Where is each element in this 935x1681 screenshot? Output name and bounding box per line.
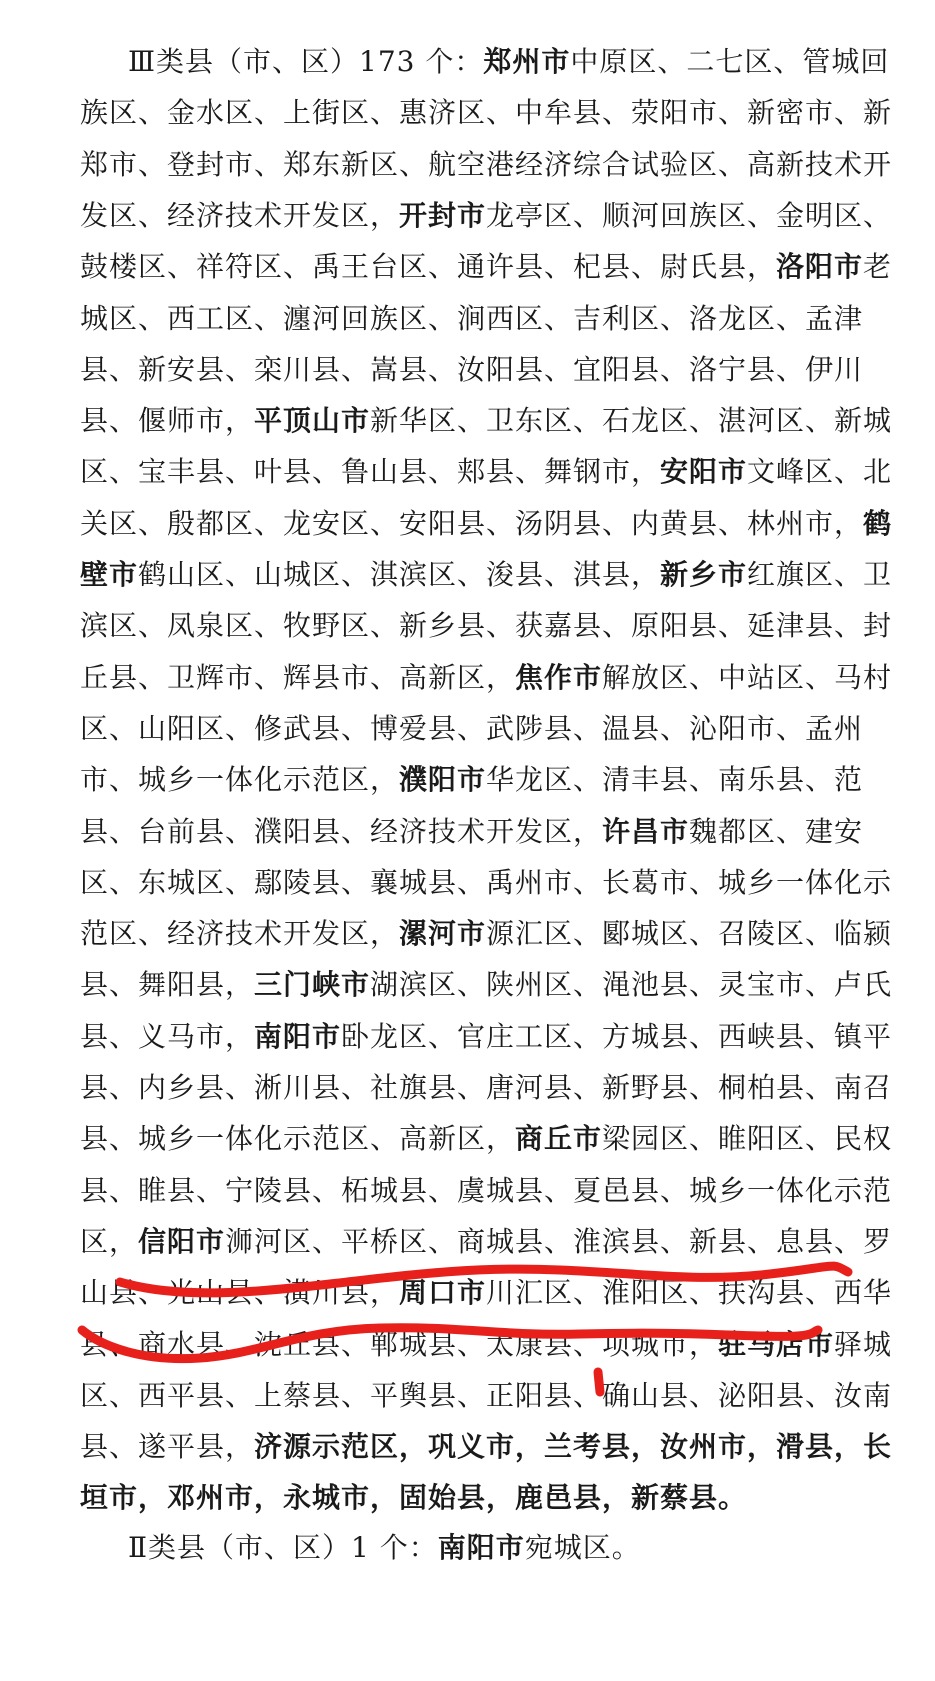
text-line — [80, 247, 893, 287]
county-list-text: 郑市、登封市、郑东新区、航空港经济综合试验区、高新技术开 — [80, 147, 893, 181]
city-name: 壁市 — [80, 558, 139, 591]
text-line — [80, 863, 893, 903]
county-list-text: 老 — [863, 250, 893, 284]
city-name: 新乡市 — [660, 558, 748, 591]
city-name: 鹤 — [863, 506, 893, 540]
county-list-text: 县、遂平县， — [80, 1430, 255, 1464]
county-list-text: 鹤山区、山城区、淇滨区、浚县、淇县， — [138, 558, 661, 591]
county-list-text: 县、城乡一体化示范区、高新区， — [80, 1122, 516, 1156]
text-line — [80, 350, 864, 390]
text-line — [80, 1222, 893, 1262]
county-list-text: 驿城 — [834, 1327, 893, 1361]
county-list-text: 解放区、中站区、马村 — [602, 660, 893, 694]
county-list-text: 滨区、凤泉区、牧野区、新乡县、获嘉县、原阳县、延津县、封 — [80, 609, 893, 643]
county-list-text: 卧龙区、官庄工区、方城县、西峡县、镇平 — [341, 1019, 893, 1053]
text-line — [80, 196, 893, 236]
text-line — [80, 1017, 893, 1057]
text-line — [80, 658, 893, 698]
county-list-text: 区、宝丰县、叶县、鲁山县、郏县、舞钢市， — [80, 455, 661, 489]
county-list-text: 县、偃师市， — [80, 404, 255, 438]
text-line — [128, 1528, 860, 1568]
county-list-text: 文峰区、北 — [747, 455, 893, 489]
county-list-text: 城区、西工区、瀍河回族区、涧西区、吉利区、洛龙区、孟津 — [80, 301, 864, 335]
city-name: 许昌市 — [602, 814, 690, 848]
text-line — [80, 555, 893, 595]
county-list-text: 新华区、卫东区、石龙区、湛河区、新城 — [370, 404, 893, 438]
county-list-text: 县、内乡县、淅川县、社旗县、唐河县、新野县、桐柏县、南召 — [80, 1071, 893, 1104]
text-line — [80, 1427, 893, 1467]
county-list-text: 浉河区、平桥区、商城县、淮滨县、新县、息县、罗 — [225, 1224, 893, 1258]
city-name: 平顶山市 — [254, 404, 371, 438]
city-name: 三门峡市 — [254, 968, 371, 1002]
city-name: 安阳市 — [660, 455, 748, 489]
text-line — [80, 965, 893, 1005]
text-line — [80, 709, 864, 749]
county-list-text: 县、舞阳县， — [80, 968, 255, 1002]
county-list-text: 族区、金水区、上街区、惠济区、中牟县、荥阳市、新密市、新 — [80, 96, 893, 130]
county-list-text: 区、西平县、上蔡县、平舆县、正阳县、确山县、泌阳县、汝南 — [80, 1378, 893, 1412]
city-name: 洛阳市 — [776, 250, 864, 284]
city-name: 郑州市 — [483, 45, 571, 78]
county-list-text: 发区、经济技术开发区， — [80, 198, 400, 232]
county-list-text: 红旗区、卫 — [747, 558, 893, 591]
city-name: 开封市 — [399, 198, 487, 232]
county-list-text: 关区、殷都区、龙安区、安阳县、汤阴县、内黄县、林州市， — [80, 506, 864, 540]
text-line — [80, 914, 893, 954]
text-line — [80, 760, 864, 800]
text-line — [80, 1119, 893, 1159]
county-list-text: 湖滨区、陕州区、渑池县、灵宝市、卢氏 — [370, 968, 893, 1002]
text-line — [80, 1478, 860, 1518]
text-line — [80, 1068, 893, 1108]
county-list-text: 源汇区、郾城区、召陵区、临颍 — [486, 917, 893, 951]
county-list-text: 丘县、卫辉市、辉县市、高新区， — [80, 660, 516, 694]
text-line — [80, 606, 893, 646]
county-list-text: 县、义马市， — [80, 1019, 255, 1053]
county-list-text: 中原区、二七区、管城回 — [570, 45, 890, 78]
county-list-text: 宛城区。 — [524, 1531, 641, 1564]
city-name: 商丘市 — [515, 1122, 603, 1156]
county-list-text: 龙亭区、顺河回族区、金明区、 — [486, 198, 893, 232]
county-list-text: 区、山阳区、修武县、博爱县、武陟县、温县、沁阳市、孟州 — [80, 711, 864, 745]
county-list-text: Ⅲ类县（市、区）173 个： — [128, 45, 484, 78]
county-list-text: 梁园区、睢阳区、民权 — [602, 1122, 893, 1156]
county-list-text: 华龙区、清丰县、南乐县、范 — [486, 763, 864, 797]
county-list-text: 鼓楼区、祥符区、禹王台区、通许县、杞县、尉氏县， — [80, 250, 777, 284]
text-line — [80, 1325, 893, 1365]
county-list-text: 县、商水县、沈丘县、郸城县、太康县、项城市， — [80, 1327, 719, 1361]
city-name: 濮阳市 — [399, 763, 487, 797]
county-list-text: 县、台前县、濮阳县、经济技术开发区， — [80, 814, 603, 848]
city-name: 焦作市 — [515, 660, 603, 694]
city-name: 济源示范区，巩义市，兰考县，汝州市，滑县，长 — [254, 1430, 893, 1464]
text-line — [128, 42, 890, 82]
county-list-text: 区、东城区、鄢陵县、襄城县、禹州市、长葛市、城乡一体化示 — [80, 865, 893, 899]
text-line — [80, 504, 893, 544]
city-name: 周口市 — [399, 1276, 487, 1310]
city-name: 驻马店市 — [718, 1327, 835, 1361]
county-list-text: 魏都区、建安 — [689, 814, 864, 848]
text-line — [80, 1376, 893, 1416]
text-line — [80, 1273, 893, 1313]
text-line — [80, 401, 893, 441]
county-list-text: Ⅱ类县（市、区）1 个： — [128, 1531, 438, 1564]
city-name: 南阳市 — [254, 1019, 342, 1053]
county-list-text: 川汇区、淮阳区、扶沟县、西华 — [486, 1276, 893, 1310]
county-list-text: 县、睢县、宁陵县、柘城县、虞城县、夏邑县、城乡一体化示范 — [80, 1173, 893, 1207]
text-line — [80, 452, 893, 492]
text-line — [80, 1171, 893, 1211]
county-list-text: 市、城乡一体化示范区， — [80, 763, 400, 797]
city-name: 信阳市 — [138, 1224, 226, 1258]
city-name: 漯河市 — [399, 917, 487, 951]
text-line — [80, 812, 864, 852]
text-line — [80, 93, 893, 133]
county-list-text: 范区、经济技术开发区， — [80, 917, 400, 951]
city-name: 垣市，邓州市，永城市，固始县，鹿邑县，新蔡县。 — [80, 1481, 748, 1515]
county-list-text: 区， — [80, 1224, 139, 1258]
text-line — [80, 299, 864, 339]
city-name: 南阳市 — [437, 1531, 525, 1564]
county-list-text: 县、新安县、栾川县、嵩县、汝阳县、宜阳县、洛宁县、伊川 — [80, 352, 864, 386]
county-list-text: 山县、光山县、潢川县， — [80, 1276, 400, 1310]
text-line — [80, 145, 893, 185]
